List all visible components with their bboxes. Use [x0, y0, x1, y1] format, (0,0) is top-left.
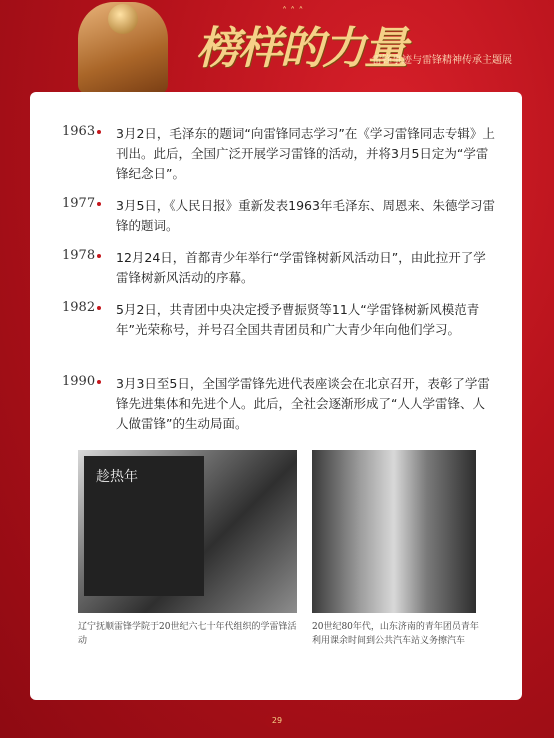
- timeline-year: 1982: [62, 300, 96, 315]
- timeline-text: 3月3日至5日，全国学雷锋先进代表座谈会在北京召开，表彰了学雷锋先进集体和先进个人。此后，全社会逐渐形成了“人人学雷锋、人人做雷锋”的生动局面。: [116, 376, 490, 431]
- bird-decoration-icon: ˄ ˄ ˄: [282, 6, 304, 17]
- timeline-year: 1963: [62, 124, 96, 139]
- timeline-year: 1977: [62, 196, 96, 211]
- timeline-year: 1978: [62, 248, 96, 263]
- content-card: [30, 92, 522, 700]
- timeline-dot-icon: [97, 130, 101, 134]
- timeline-text: 3月5日，《人民日报》重新发表1963年毛泽东、周恩来、朱德学习雷锋的题词。: [116, 198, 495, 233]
- timeline-dot-icon: [97, 254, 101, 258]
- blackboard-text: 趁热年: [96, 469, 138, 485]
- blackboard: [84, 456, 204, 596]
- timeline-year: 1990: [62, 374, 96, 389]
- timeline-dot-icon: [97, 306, 101, 310]
- photo-caption: 辽宁抚顺雷锋学院于20世纪六七十年代组织的学雷锋活动: [78, 622, 297, 646]
- photo-study-board: [78, 450, 297, 613]
- photo-bus-cleaning: [312, 450, 476, 613]
- timeline-text: 3月2日，毛泽东的题词“向雷锋同志学习”在《学习雷锋同志专辑》上刊出。此后，全国广泛开展学习雷锋的活动，并将3月5日定为“学雷锋纪念日”。: [116, 126, 495, 181]
- timeline-text: 12月24日，首都青少年举行“学雷锋树新风活动日”，由此拉开了学雷锋树新风活动的序幕。: [116, 250, 486, 285]
- page-subtitle: 雷锋事迹与雷锋精神传承主题展: [372, 55, 512, 66]
- page-number: 29: [265, 714, 289, 728]
- page-title: 榜样的力量: [196, 23, 406, 74]
- timeline-text: 5月2日，共青团中央决定授予曹振贤等11人“学雷锋树新风模范青年”光荣称号，并号召全国共青团员和广大青少年向他们学习。: [116, 302, 480, 337]
- timeline-dot-icon: [97, 202, 101, 206]
- statue-head-image: [108, 4, 138, 34]
- timeline-dot-icon: [97, 380, 101, 384]
- photo-caption: 20世纪80年代，山东济南的青年团员青年利用课余时间到公共汽车站义务擦汽车: [312, 622, 479, 646]
- page-header: [0, 0, 554, 95]
